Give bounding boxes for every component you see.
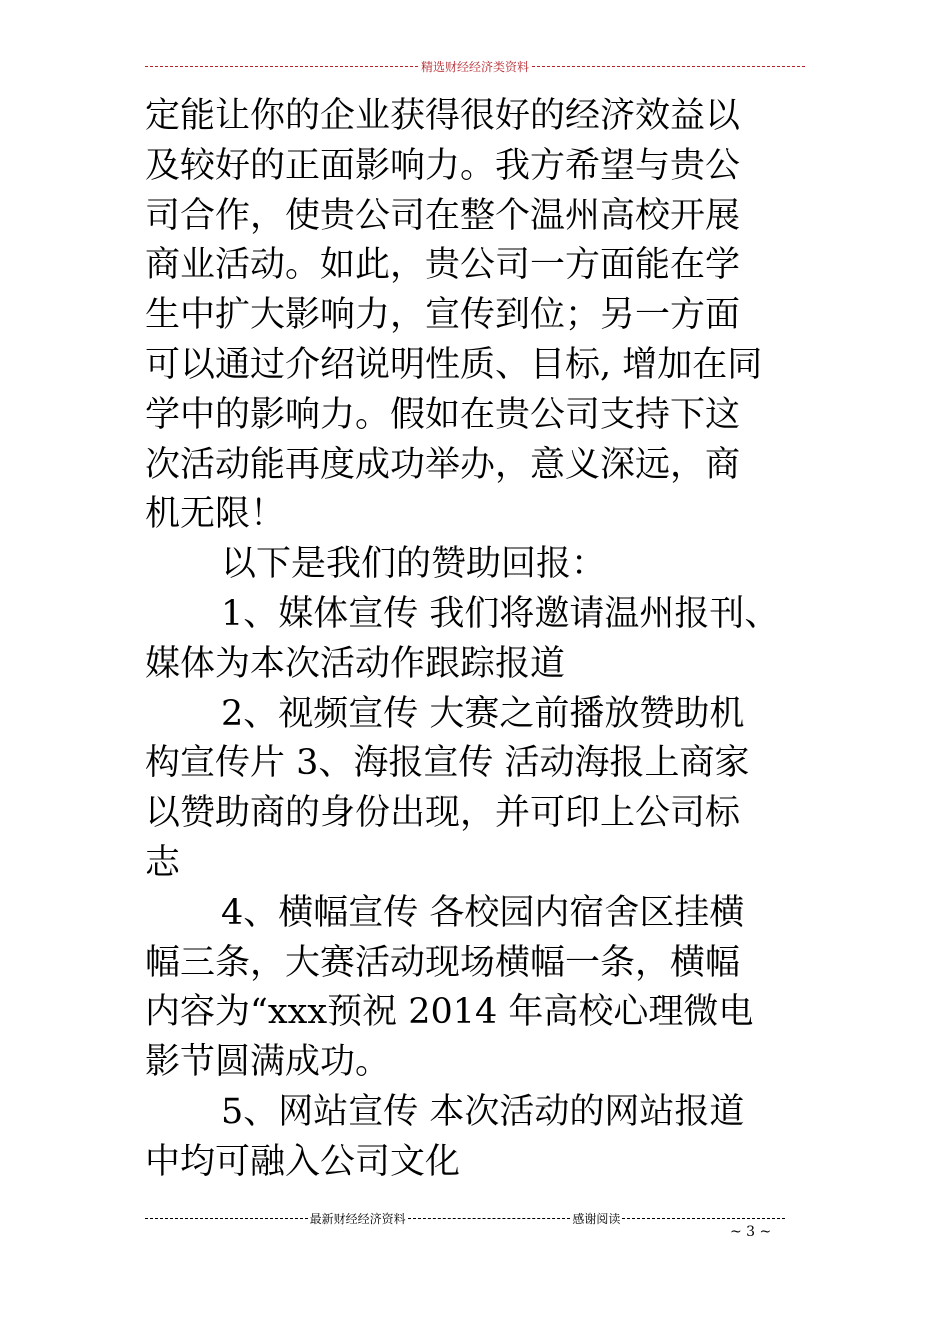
body-line: 生中扩大影响力，宣传到位；另一方面 [145,295,741,336]
sponsorship-intro: 以下是我们的赞助回报： [221,544,607,585]
page-header [145,58,805,75]
header-dash-right [532,66,805,67]
page-number: ~ 3 ~ [730,1224,772,1240]
body-line: 及较好的正面影响力。我方希望与贵公 [145,145,741,186]
body-line: 定能让你的企业获得很好的经济效益以 [145,96,741,136]
footer-dash-middle [408,1218,571,1219]
body-line: 次活动能再度成功举办，意义深远，商 [145,444,741,485]
body-line: 中均可融入公司文化 [145,1141,461,1182]
page-footer [145,1210,785,1227]
body-line: 志 [145,842,181,883]
body-line: 幅三条，大赛活动现场横幅一条，横幅 [145,942,741,983]
body-line: 可以通过介绍说明性质、目标, 增加在同 [145,344,763,385]
footer-left-text: 最新财经经济资料 [309,1212,406,1226]
list-item-media: 1、媒体宣传 我们将邀请温州报刊、 [221,593,780,634]
footer-dash-right [622,1218,785,1219]
header-title: 精选财经经济类资料 [421,60,530,74]
document-body [145,92,810,1188]
list-item-video: 2、视频宣传 大赛之前播放赞助机 [221,693,745,734]
body-line: 司合作，使贵公司在整个温州高校开展 [145,195,741,236]
header-dash-left [145,66,418,67]
body-line: 影节圆满成功。 [145,1042,391,1083]
body-line: 内容为“xxx预祝 2014 年高校心理微电 [145,992,754,1033]
body-line: 学中的影响力。假如在贵公司支持下这 [145,394,741,435]
body-line: 机无限！ [145,494,286,535]
body-line: 媒体为本次活动作跟踪报道 [145,643,566,684]
body-line: 商业活动。如此，贵公司一方面能在学 [145,245,741,286]
list-item-banner: 4、横幅宣传 各校园内宿舍区挂横 [221,892,745,933]
body-line: 以赞助商的身份出现，并可印上公司标 [145,793,741,834]
footer-right-text: 感谢阅读 [572,1212,621,1226]
list-item-website: 5、网站宣传 本次活动的网站报道 [221,1091,745,1132]
footer-dash-left [145,1218,308,1219]
body-line: 构宣传片 3、海报宣传 活动海报上商家 [145,743,750,784]
